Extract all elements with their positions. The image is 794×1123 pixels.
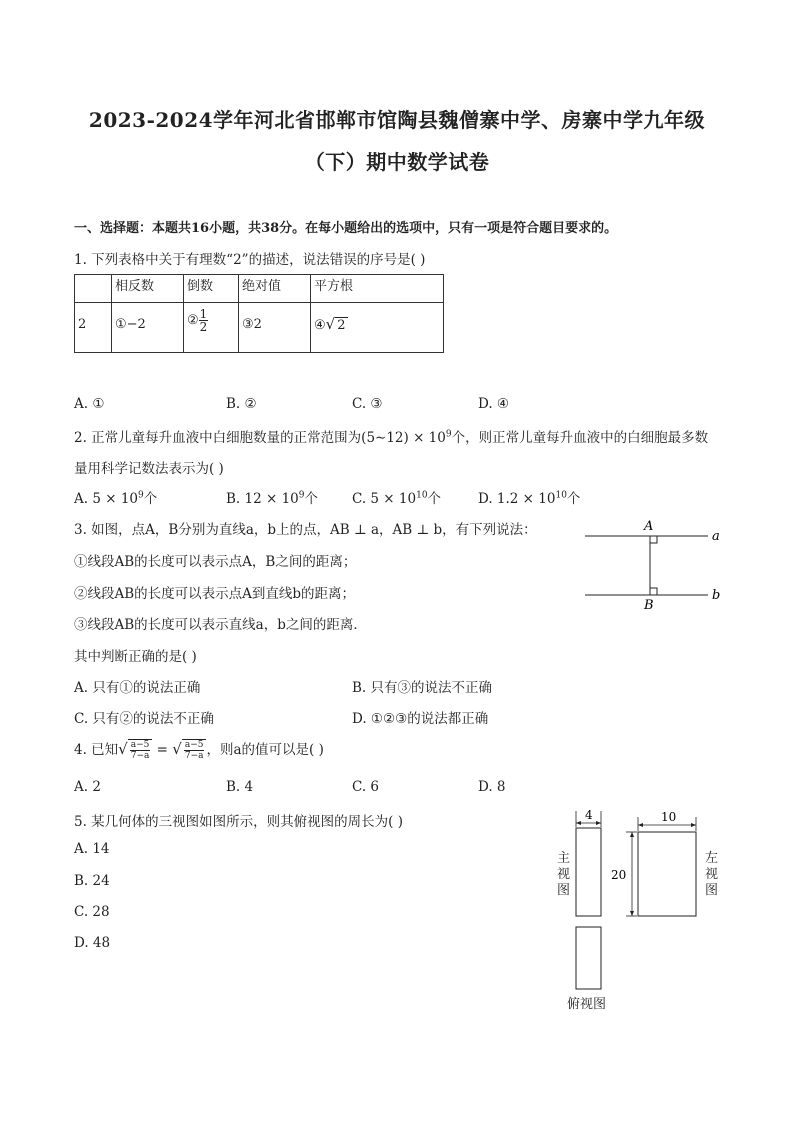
sqrt-sign-icon: √ xyxy=(118,740,128,758)
q4-suffix: ，则a的值可以是( ) xyxy=(206,742,324,758)
q2-opt-a-unit: 个 xyxy=(143,491,158,507)
q3-option-a[interactable]: A. 只有①的说法正确 xyxy=(74,680,201,696)
q2-stem-part2: 个，则正常儿童每升血液中的白细胞最多数 xyxy=(451,430,709,446)
fraction-numerator: a−5 xyxy=(184,740,204,750)
line-a-label: a xyxy=(712,529,720,544)
q2-opt-d-unit: 个 xyxy=(566,491,581,507)
q3-statement-3: ③线段AB的长度可以表示直线a，b之间的距离． xyxy=(74,617,367,633)
arrow-icon xyxy=(691,823,696,827)
q2-opt-b-exp: 9 xyxy=(298,490,305,501)
q1-option-a[interactable]: A. ① xyxy=(74,396,105,412)
q3-option-b[interactable]: B. 只有③的说法不正确 xyxy=(352,680,493,696)
sqrt-sign-icon: √ xyxy=(325,315,336,333)
front-view-rect xyxy=(576,828,601,916)
arrow-icon xyxy=(576,821,581,825)
dim-label-4: 4 xyxy=(585,808,593,822)
q4-sqrt-left xyxy=(128,739,153,761)
q2-opt-b-unit: 个 xyxy=(304,491,318,507)
front-view-label: 主视图 xyxy=(557,851,571,898)
q2-option-a[interactable] xyxy=(74,487,157,507)
q4-prefix: 4. 已知 xyxy=(74,742,119,758)
fraction-numerator: a−5 xyxy=(130,740,150,750)
q2-opt-a-exp: 9 xyxy=(138,490,144,501)
arrow-icon xyxy=(630,911,634,916)
q3-option-c[interactable]: C. 只有②的说法不正确 xyxy=(74,711,214,727)
q5-three-view-figure xyxy=(548,805,738,1015)
q1-option-b[interactable]: B. ② xyxy=(226,396,257,412)
point-a-label: A xyxy=(644,519,654,534)
q2-option-c[interactable] xyxy=(352,487,441,507)
q1-cell-absolute: ③2 xyxy=(239,303,311,353)
left-view-label: 左视图 xyxy=(705,851,719,898)
q2-opt-d-text: D. 1.2 × 10 xyxy=(478,491,556,507)
q4-stem xyxy=(74,738,324,761)
q3-statement-2: ②线段AB的长度可以表示点A到直线b的距离； xyxy=(74,586,356,602)
q2-opt-d-exp: 10 xyxy=(555,490,567,501)
q5-option-d[interactable]: D. 48 xyxy=(74,935,111,951)
q1-cell2-prefix: ② xyxy=(187,313,199,328)
q4-fraction-left xyxy=(130,740,151,761)
q3-stem: 3. 如图，点A，B分别为直线a，b上的点，AB ⊥ a，AB ⊥ b，有下列说法： xyxy=(74,522,537,538)
q2-opt-b-text: B. 12 × 10 xyxy=(226,491,299,507)
right-angle-mark-b xyxy=(650,588,657,595)
dim-label-10: 10 xyxy=(661,810,677,824)
q1-header-row xyxy=(75,275,444,303)
q3-statement-1: ①线段AB的长度可以表示点A，B之间的距离； xyxy=(74,554,357,570)
q1-header-cell xyxy=(75,275,112,303)
q2-opt-c-text: C. 5 × 10 xyxy=(352,491,417,507)
q1-table xyxy=(74,274,444,353)
q1-header-cell: 倒数 xyxy=(184,275,239,303)
dim-label-20: 20 xyxy=(611,868,627,882)
q3-option-d[interactable]: D. ①②③的说法都正确 xyxy=(352,711,489,727)
q5-option-a[interactable]: A. 14 xyxy=(74,841,110,857)
top-view-rect xyxy=(576,927,601,989)
q1-header-cell: 绝对值 xyxy=(239,275,311,303)
fraction-denominator: 7−a xyxy=(130,751,150,761)
q2-stem-exponent: 9 xyxy=(445,429,452,440)
q1-stem: 1. 下列表格中关于有理数“2”的描述，说法错误的序号是( ) xyxy=(74,252,426,268)
q4-fraction-right xyxy=(184,740,205,761)
q4-option-b[interactable]: B. 4 xyxy=(226,779,254,795)
q1-row-label: 2 xyxy=(75,303,112,353)
arrow-icon xyxy=(638,823,643,827)
top-view-label: 俯视图 xyxy=(567,997,607,1012)
fraction-numerator: 1 xyxy=(199,307,208,321)
line-b-label: b xyxy=(712,588,721,603)
section-heading: 一、选择题：本题共16小题，共38分。在每小题给出的选项中，只有一项是符合题目要求的。 xyxy=(74,221,618,236)
sqrt-sign-icon: √ xyxy=(172,740,182,758)
point-b-label: B xyxy=(644,598,654,612)
q1-option-c[interactable]: C. ③ xyxy=(352,396,383,412)
q3-figure xyxy=(580,512,730,612)
q5-option-b[interactable]: B. 24 xyxy=(74,873,110,889)
q2-opt-c-unit: 个 xyxy=(427,491,442,507)
q5-stem: 5. 某几何体的三视图如图所示，则其俯视图的周长为( ) xyxy=(74,814,403,830)
q4-sqrt-right xyxy=(182,739,207,761)
q2-stem-line2: 量用科学记数法表示为( ) xyxy=(74,461,224,477)
q2-stem-line1 xyxy=(74,426,708,446)
q1-cell-sqrt xyxy=(311,303,444,353)
exam-title-line2: （下）期中数学试卷 xyxy=(304,150,490,174)
q3-question: 其中判断正确的是( ) xyxy=(74,649,197,665)
fraction-denominator: 7−a xyxy=(184,751,204,761)
q1-header-cell: 平方根 xyxy=(311,275,444,303)
q1-header-cell: 相反数 xyxy=(112,275,184,303)
q2-option-b[interactable] xyxy=(226,487,318,507)
q2-option-d[interactable] xyxy=(478,487,580,507)
q4-option-d[interactable]: D. 8 xyxy=(478,779,506,795)
q1-fraction xyxy=(199,308,209,333)
sqrt-radicand: 2 xyxy=(337,318,346,333)
q1-cell-opposite: ①−2 xyxy=(112,303,184,353)
q4-equals: = xyxy=(156,742,168,758)
q4-option-a[interactable]: A. 2 xyxy=(74,779,101,795)
left-view-rect xyxy=(638,832,696,916)
q2-opt-c-exp: 10 xyxy=(416,490,428,501)
q5-option-c[interactable]: C. 28 xyxy=(74,904,110,920)
exam-title-line1: 2023-2024学年河北省邯郸市馆陶县魏僧寨中学、房寨中学九年级 xyxy=(88,108,706,132)
q1-cell4-prefix: ④ xyxy=(314,318,326,333)
q1-cell-reciprocal xyxy=(184,303,239,353)
fraction-denominator: 2 xyxy=(199,320,208,334)
arrow-icon xyxy=(630,832,634,837)
q1-data-row xyxy=(75,303,444,353)
right-angle-mark-a xyxy=(650,536,657,543)
q4-option-c[interactable]: C. 6 xyxy=(352,779,380,795)
arrow-icon xyxy=(596,821,601,825)
q2-opt-a-text: A. 5 × 10 xyxy=(74,491,138,507)
q2-stem-part1: 2. 正常儿童每升血液中白细胞数量的正常范围为(5∼12) × 10 xyxy=(74,430,446,446)
q1-option-d[interactable]: D. ④ xyxy=(478,396,510,412)
